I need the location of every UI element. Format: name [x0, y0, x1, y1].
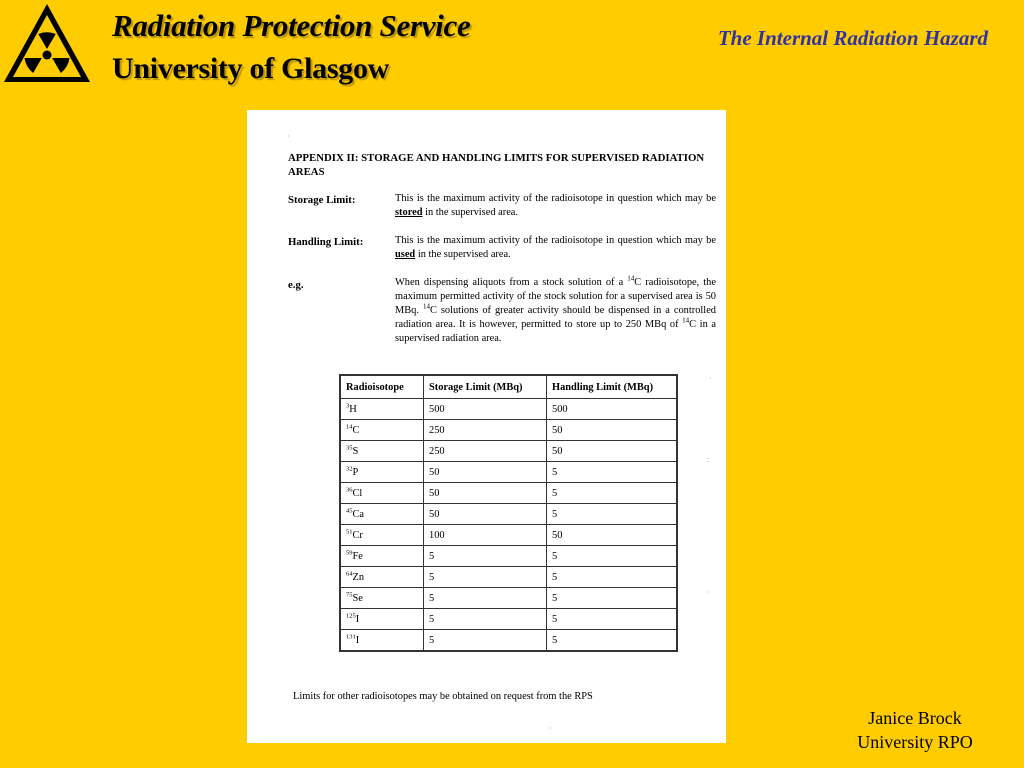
isotope-cell: $^{35}$S — [340, 441, 424, 462]
table-row — [340, 462, 677, 483]
storage-limit-cell: 500 — [424, 399, 547, 420]
handling-limit-cell: 5 — [547, 546, 678, 567]
storage-limit-cell: 50 — [424, 462, 547, 483]
storage-limit-cell: 50 — [424, 483, 547, 504]
table-row — [340, 504, 677, 525]
header-title: Radiation Protection Service — [112, 8, 471, 43]
table-row — [340, 630, 677, 652]
isotope-cell: $^{45}$Ca — [340, 504, 424, 525]
storage-limit-cell: 250 — [424, 441, 547, 462]
column-header: Handling Limit (MBq) — [547, 375, 678, 399]
isotope-cell: $^{36}$Cl — [340, 483, 424, 504]
handling-limit-cell: 5 — [547, 567, 678, 588]
handling-limit-cell: 5 — [547, 630, 678, 652]
isotope-cell: $^{59}$Fe — [340, 546, 424, 567]
storage-limit-cell: 50 — [424, 504, 547, 525]
storage-limit-cell: 5 — [424, 546, 547, 567]
table-row — [340, 441, 677, 462]
storage-limit-cell: 5 — [424, 588, 547, 609]
handling-limit-cell: 5 — [547, 483, 678, 504]
table-row — [340, 399, 677, 420]
stored-emphasis: stored — [395, 207, 423, 218]
handling-limit-cell: 50 — [547, 441, 678, 462]
used-emphasis: used — [395, 249, 416, 260]
handling-limit-cell: 5 — [547, 504, 678, 525]
handling-limit-cell: 500 — [547, 399, 678, 420]
isotope-cell: $^3$H — [340, 399, 424, 420]
table-row — [340, 525, 677, 546]
isotope-cell: $^{14}$C — [340, 420, 424, 441]
storage-limit-cell: 5 — [424, 630, 547, 652]
storage-limit-cell: 5 — [424, 567, 547, 588]
table-row — [340, 546, 677, 567]
storage-limit-cell: 5 — [424, 609, 547, 630]
table-row — [340, 483, 677, 504]
scanned-document — [247, 110, 726, 743]
storage-limit-definition: This is the maximum activity of the radioisotope in question which may be stored in the supervised area. — [395, 193, 716, 218]
scan-speck: · — [709, 374, 712, 383]
document-footer-note: Limits for other radioisotopes may be obtained on request from the RPS — [293, 691, 593, 702]
example-text: When dispensing aliquots from a stock solution of a $^{14}$C radioisotope, the maximum permitted activity of the stock solution for a supervised area is 50 MBq. $^{14}$C solutions of greater activity should be dispensed in a controlled radiation area. It is however, permitted to store up to 250 MBq of $^{14}$C in a supervised radiation area. — [395, 274, 716, 344]
limits-table — [339, 374, 678, 652]
handling-limit-term: Handling Limit: — [288, 236, 364, 248]
table-row — [340, 588, 677, 609]
column-header: Storage Limit (MBq) — [424, 375, 547, 399]
isotope-cell: $^{125}$I — [340, 609, 424, 630]
appendix-heading: APPENDIX II: STORAGE AND HANDLING LIMITS FOR SUPERVISED RADIATION AREAS — [288, 152, 705, 178]
table-row — [340, 609, 677, 630]
header-subtitle: University of Glasgow — [112, 52, 390, 85]
radiation-trefoil-icon — [0, 0, 94, 86]
handling-limit-cell: 50 — [547, 420, 678, 441]
isotope-cell: $^{32}$P — [340, 462, 424, 483]
isotope-cell: $^{64}$Zn — [340, 567, 424, 588]
example-term: e.g. — [288, 279, 304, 291]
handling-limit-cell: 5 — [547, 588, 678, 609]
handling-limit-definition: This is the maximum activity of the radioisotope in question which may be used in the supervised area. — [395, 235, 716, 260]
scan-speck: · — [707, 588, 710, 597]
table-row — [340, 567, 677, 588]
handling-limit-cell: 5 — [547, 609, 678, 630]
storage-limit-cell: 100 — [424, 525, 547, 546]
author-credit — [840, 706, 990, 754]
storage-limit-cell: 250 — [424, 420, 547, 441]
handling-limit-cell: 50 — [547, 525, 678, 546]
scan-speck: : — [707, 455, 710, 464]
isotope-cell: $^{75}$Se — [340, 588, 424, 609]
isotope-cell: $^{131}$I — [340, 630, 424, 652]
author-role: University RPO — [857, 732, 973, 752]
author-name: Janice Brock — [868, 708, 962, 728]
storage-limit-term: Storage Limit: — [288, 194, 356, 206]
handling-limit-cell: 5 — [547, 462, 678, 483]
isotope-cell: $^{51}$Cr — [340, 525, 424, 546]
column-header: Radioisotope — [340, 375, 424, 399]
scan-speck: · — [287, 132, 290, 141]
table-header-row — [340, 375, 677, 399]
table-row — [340, 420, 677, 441]
scan-speck: · — [549, 724, 552, 733]
slide-topic: The Internal Radiation Hazard — [717, 26, 988, 50]
